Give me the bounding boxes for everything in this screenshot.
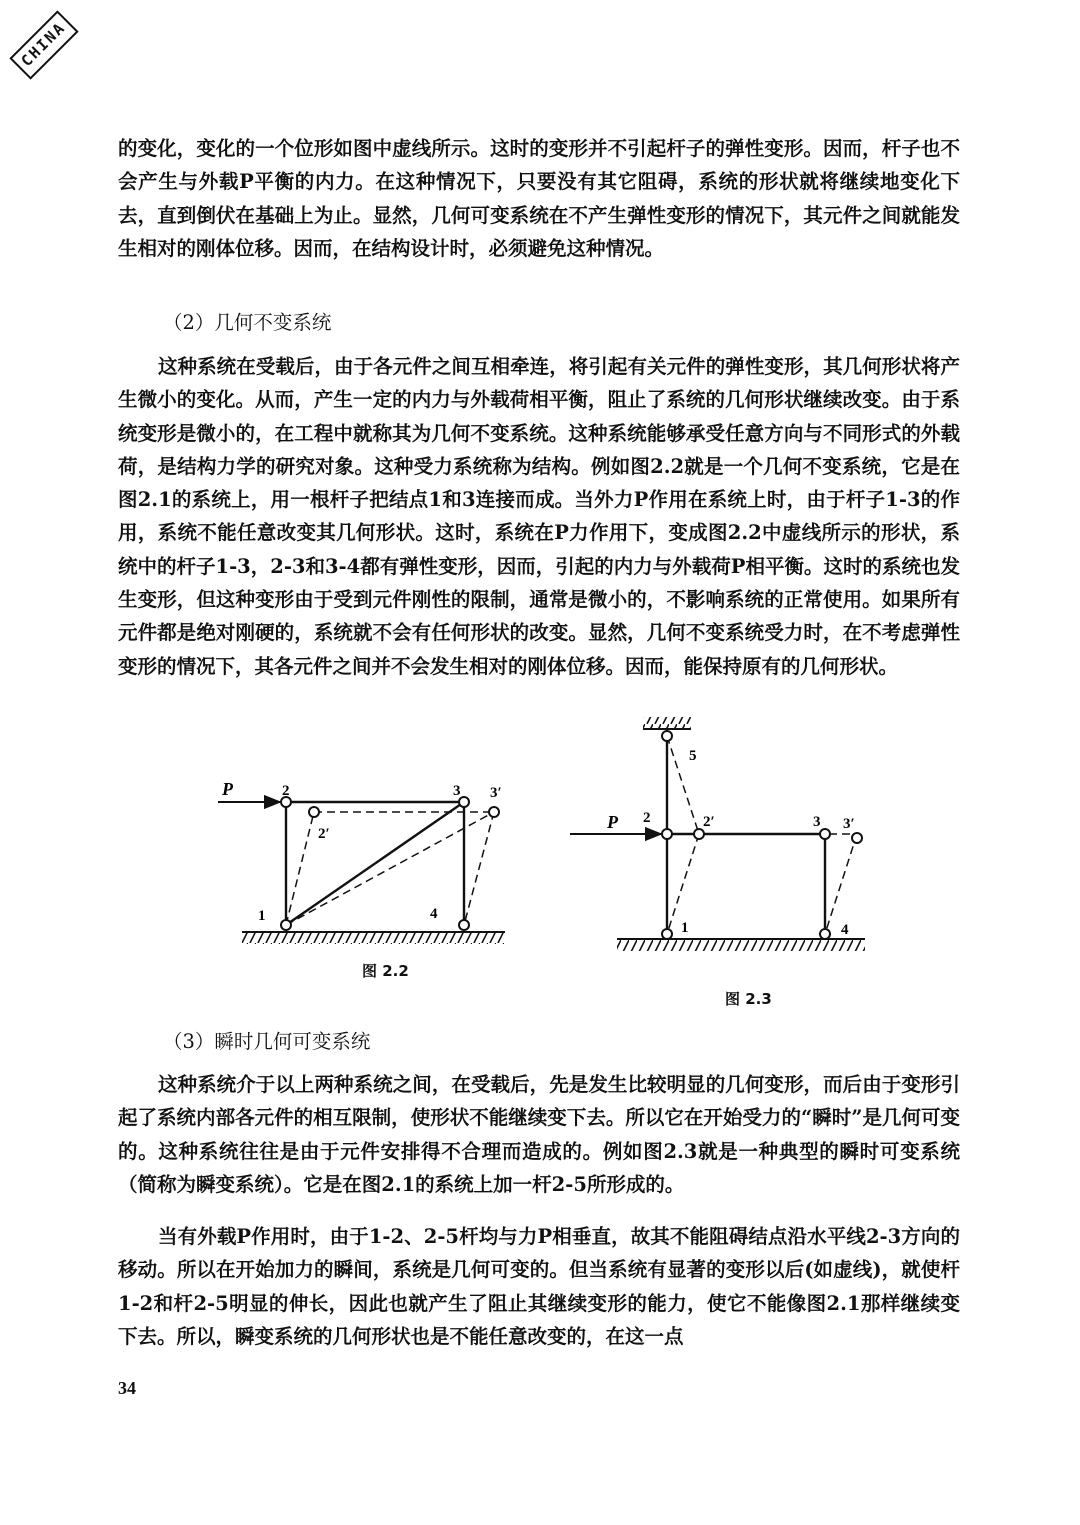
heading-instantaneous-variable: （3）瞬时几何可变系统 [163, 1030, 371, 1053]
node-2 [662, 829, 672, 839]
label-4: 4 [841, 922, 849, 938]
label-2: 2 [643, 810, 651, 826]
node-2-prime [309, 807, 319, 817]
paragraph-top: 的变化，变化的一个位形如图中虚线所示。这时的变形并不引起杆子的弹性变形。因而，杆子也不会产生与外载P平衡的内力。在这种情况下，只要没有其它阻碍，系统的形状就将继续地变化下去，直到倒伏在基础上为止。显然，几何可变系统在不产生弹性变形的情况下，其元件之间就能发生相对的刚体位移。因而，在结构设计时，必须避免这种情况。 [118, 137, 960, 260]
label-4: 4 [430, 906, 438, 922]
paragraph-load-case: 当有外载P作用时，由于1-2、2-5杆均与力P相垂直，故其不能阻碍结点沿水平线2-3方向的移动。所以在开始加力的瞬间，系统是几何可变的。但当系统有显著的变形以后(如虚线)，就使杆1-2和杆2-5明显的伸长，因此也就产生了阻止其继续变形的能力，使它不能像图2.1那样继续变下去。所以，瞬变系统的几何形状也是不能任意改变的，在这一点 [118, 1225, 960, 1348]
node-3-prime [489, 807, 499, 817]
label-1: 1 [258, 908, 266, 924]
paragraph-geometric-invariant: 这种系统在受载后，由于各元件之间互相牵连，将引起有关元件的弹性变形，其几何形状将产生微小的变化。从而，产生一定的内力与外载荷相平衡，阻止了系统的几何形状继续改变。由于系统变形是微小的，在工程中就称其为几何不变系统。这种系统能够承受任意方向与不同形式的外载荷，是结构力学的研究对象。这种受力系统称为结构。例如图2.2就是一个几何不变系统，它是在图2.1的系统上，用一根杆子把结点1和3连接而成。当外力P作用在系统上时，由于杆子1-3的作用，系统不能任意改变其几何形状。这时，系统在P力作用下，变成图2.2中虚线所示的形状，系统中的杆子1-3，2-3和3-4都有弹性变形，因而，引起的内力与外载荷P相平衡。这时的系统也发生变形，但这种变形由于受到元件刚性的限制，通常是微小的，不影响系统的正常使用。如果所有元件都是绝对刚硬的，系统就不会有任何形状的改变。显然，几何不变系统受力时，在不考虑弹性变形的情况下，其各元件之间并不会发生相对的刚体位移。因而，能保持原有的几何形状。 [118, 355, 960, 678]
label-2: 2 [282, 783, 290, 799]
label-P: P [222, 779, 233, 799]
ground-hatch [617, 940, 865, 951]
label-P: P [607, 812, 618, 832]
label-3: 3 [813, 814, 821, 830]
label-3: 3 [453, 783, 461, 799]
node-4 [459, 920, 469, 930]
label-1: 1 [681, 920, 689, 936]
label-3-prime: 3′ [490, 785, 502, 801]
label-3-prime: 3′ [843, 816, 855, 832]
figure-2-2-drawing [200, 775, 520, 945]
figure-2-3-drawing [565, 712, 875, 962]
node-3-prime [852, 833, 862, 843]
node-1 [281, 920, 291, 930]
figure-2-2-caption: 图 2.2 [362, 962, 409, 980]
china-stamp: CHINA [9, 10, 78, 79]
figure-2-3-caption: 图 2.3 [725, 990, 772, 1008]
node-3 [459, 797, 469, 807]
label-2-prime: 2′ [318, 826, 330, 842]
node-5 [662, 731, 672, 741]
paragraph-instantaneous-variable: 这种系统介于以上两种系统之间，在受载后，先是发生比较明显的几何变形，而后由于变形引起了系统内部各元件的相互限制，使形状不能继续变下去。所以它在开始受力的“瞬时”是几何可变的。这种系统往往是由于元件安排得不合理而造成的。例如图2.3就是一种典型的瞬时可变系统（简称为瞬变系统）。它是在图2.1的系统上加一杆2-5所形成的。 [118, 1073, 960, 1196]
figure-2-3 [565, 712, 875, 962]
deformed-2-1 [667, 834, 699, 934]
ground-hatch [242, 933, 505, 944]
deformed-3-4 [464, 812, 494, 925]
node-2-prime [694, 829, 704, 839]
node-3 [820, 829, 830, 839]
top-support-hatch [643, 717, 691, 728]
deformed-3-4 [825, 834, 857, 934]
label-5: 5 [689, 748, 697, 764]
label-2-prime: 2′ [703, 814, 715, 830]
page-number: 34 [118, 1378, 136, 1398]
node-1 [662, 929, 672, 939]
figure-2-2 [200, 775, 520, 945]
node-4 [820, 929, 830, 939]
heading-geometric-invariant: （2）几何不变系统 [163, 311, 332, 334]
